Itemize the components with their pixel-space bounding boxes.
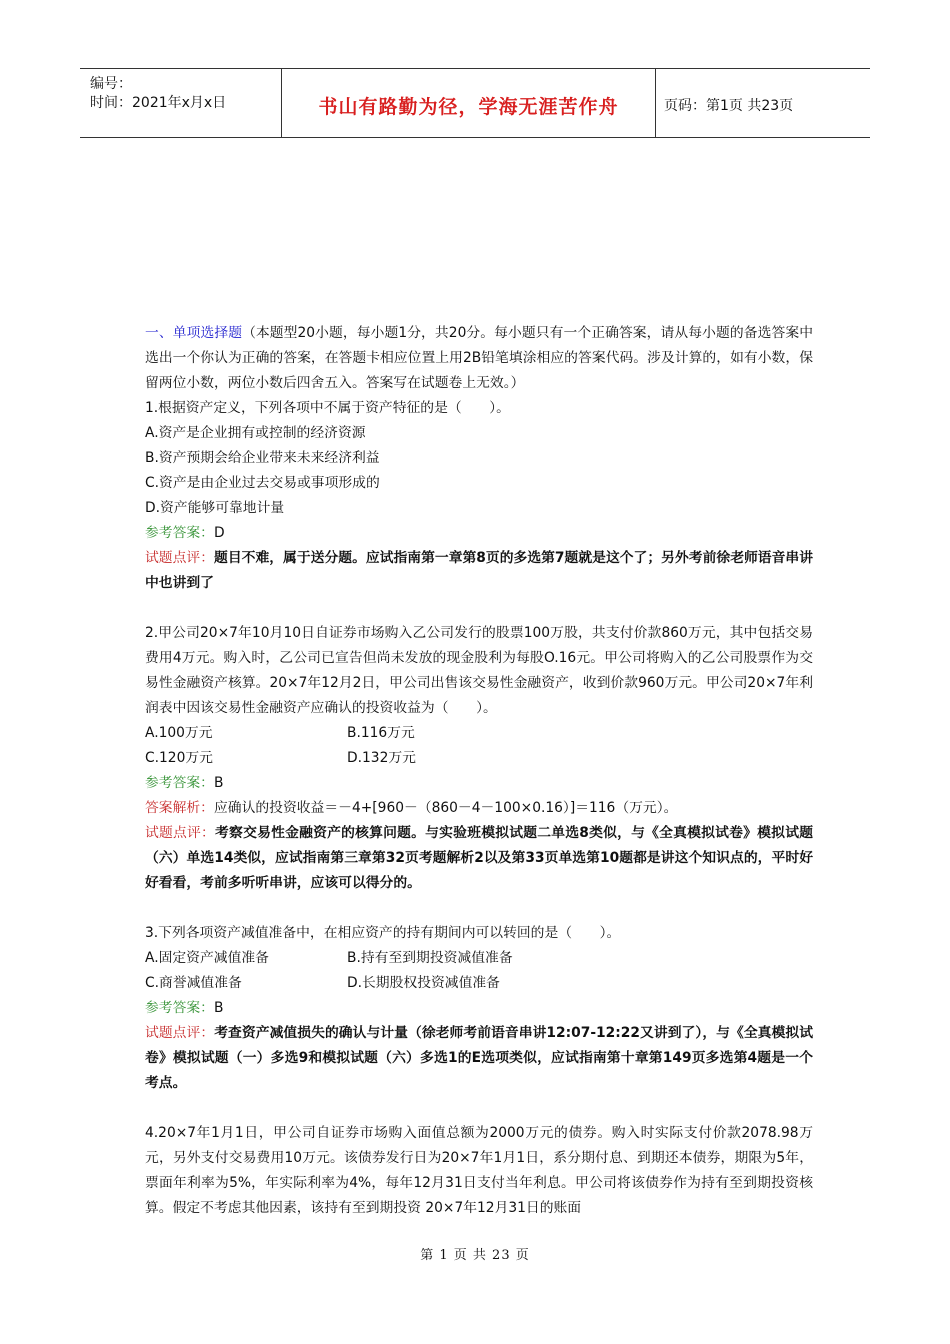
comment-label: 试题点评： — [145, 825, 216, 841]
question-3-option-d: D.长期股权投资减值准备 — [347, 975, 500, 991]
section-instructions: （本题型20小题，每小题1分，共20分。每小题只有一个正确答案，请从每小题的备选答案中选出一个你认为正确的答案，在答题卡相应位置上用2B铅笔填涂相应的答案代码。涉及计算的，如有小数，保留两位小数，两位小数后四舍五入。答案写在试题卷上无效。） — [145, 325, 813, 391]
question-3-options-row-1 — [145, 946, 813, 971]
comment-label: 试题点评： — [145, 1025, 215, 1041]
question-1-option-d: D.资产能够可靠地计量 — [145, 500, 285, 516]
question-3-stem: 3.下列各项资产减值准备中，在相应资产的持有期间内可以转回的是（ ）。 — [145, 925, 621, 941]
document-body — [145, 321, 813, 1221]
question-1-comment — [145, 546, 813, 596]
question-1-option-a: A.资产是企业拥有或控制的经济资源 — [145, 425, 366, 441]
page-footer: 第 1 页 共 23 页 — [420, 1248, 530, 1263]
question-1-answer — [145, 521, 813, 546]
date-line: 时间：2021年x月x日 — [90, 95, 227, 111]
comment-text: 考查资产减值损失的确认与计量（徐老师考前语音串讲12:07-12:22又讲到了），与《全真模拟试卷》模拟试题（一）多选9和模拟试题（六）多选1的E选项类似，应试指南第十章第149页多选第4题是一个考点。 — [145, 1025, 813, 1091]
question-2-option-b: B.116万元 — [347, 725, 415, 741]
answer-label: 参考答案： — [145, 525, 214, 541]
page-header — [80, 68, 870, 138]
header-motto: 书山有路勤为径，学海无涯苦作舟 — [281, 69, 656, 137]
comment-label: 试题点评： — [145, 550, 215, 566]
question-2-answer — [145, 771, 813, 796]
question-2-stem: 2.甲公司20×7年10月10日自证券市场购入乙公司发行的股票100万股，共支付价款860万元，其中包括交易费用4万元。购入时，乙公司已宣告但尚未发放的现金股利为每股O.16元。甲公司将购入的乙公司股票作为交易性金融资产核算。20×7年12月2日，甲公司出售该交易性金融资产，收到价款960万元。甲公司20×7年利润表中因该交易性金融资产应确认的投资收益为（ ）。 — [145, 625, 813, 716]
question-2-option-a: A.100万元 — [145, 725, 213, 741]
question-2-option-c: C.120万元 — [145, 750, 213, 766]
answer-value: D — [213, 525, 225, 541]
question-3-comment — [145, 1021, 813, 1096]
question-2-comment — [145, 821, 813, 896]
analysis-text: 应确认的投资收益＝－4+[960－（860－4－100×0.16）]＝116（万元）。 — [213, 800, 678, 816]
question-2-options-row-2 — [145, 746, 813, 771]
question-3-answer — [145, 996, 813, 1021]
question-3-options-row-2 — [145, 971, 813, 996]
question-2-options-row-1 — [145, 721, 813, 746]
answer-value: B — [213, 775, 224, 791]
header-page-info: 页码：第1页 共23页 — [664, 98, 794, 114]
question-2-analysis — [145, 796, 813, 821]
serial-label: 编号： — [90, 76, 132, 92]
header-meta — [80, 69, 281, 137]
question-3-option-a: A.固定资产减值准备 — [145, 950, 269, 966]
answer-label: 参考答案： — [145, 1000, 214, 1016]
section-intro — [145, 321, 813, 396]
question-1-option-c: C.资产是由企业过去交易或事项形成的 — [145, 475, 380, 491]
question-3-option-b: B.持有至到期投资减值准备 — [347, 950, 513, 966]
question-4-stem: 4.20×7年1月1日，甲公司自证券市场购入面值总额为2000万元的债券。购入时实际支付价款2078.98万元，另外支付交易费用10万元。该债券发行日为20×7年1月1日，系分期付息、到期还本债券，期限为5年，票面年利率为5%，年实际利率为4%，每年12月31日支付当年利息。甲公司将该债券作为持有至到期投资核算。假定不考虑其他因素，该持有至到期投资 20×7年12月31日的账面 — [145, 1125, 813, 1216]
question-2-option-d: D.132万元 — [347, 750, 416, 766]
question-1-stem: 1.根据资产定义，下列各项中不属于资产特征的是（ ）。 — [145, 400, 510, 416]
question-1-option-b: B.资产预期会给企业带来未来经济利益 — [145, 450, 380, 466]
question-3-option-c: C.商誉减值准备 — [145, 975, 242, 991]
comment-text: 考察交易性金融资产的核算问题。与实验班模拟试题二单选8类似，与《全真模拟试卷》模拟试题（六）单选14类似，应试指南第三章第32页考题解析2以及第33页单选第10题都是讲这个知识点的，平时好好看看，考前多听听串讲，应该可以得分的。 — [145, 825, 813, 891]
answer-value: B — [213, 1000, 224, 1016]
section-title: 一、单项选择题 — [145, 325, 243, 341]
analysis-label: 答案解析： — [145, 800, 214, 816]
answer-label: 参考答案： — [145, 775, 214, 791]
comment-text: 题目不难，属于送分题。应试指南第一章第8页的多选第7题就是这个了；另外考前徐老师语音串讲中也讲到了 — [145, 550, 814, 591]
